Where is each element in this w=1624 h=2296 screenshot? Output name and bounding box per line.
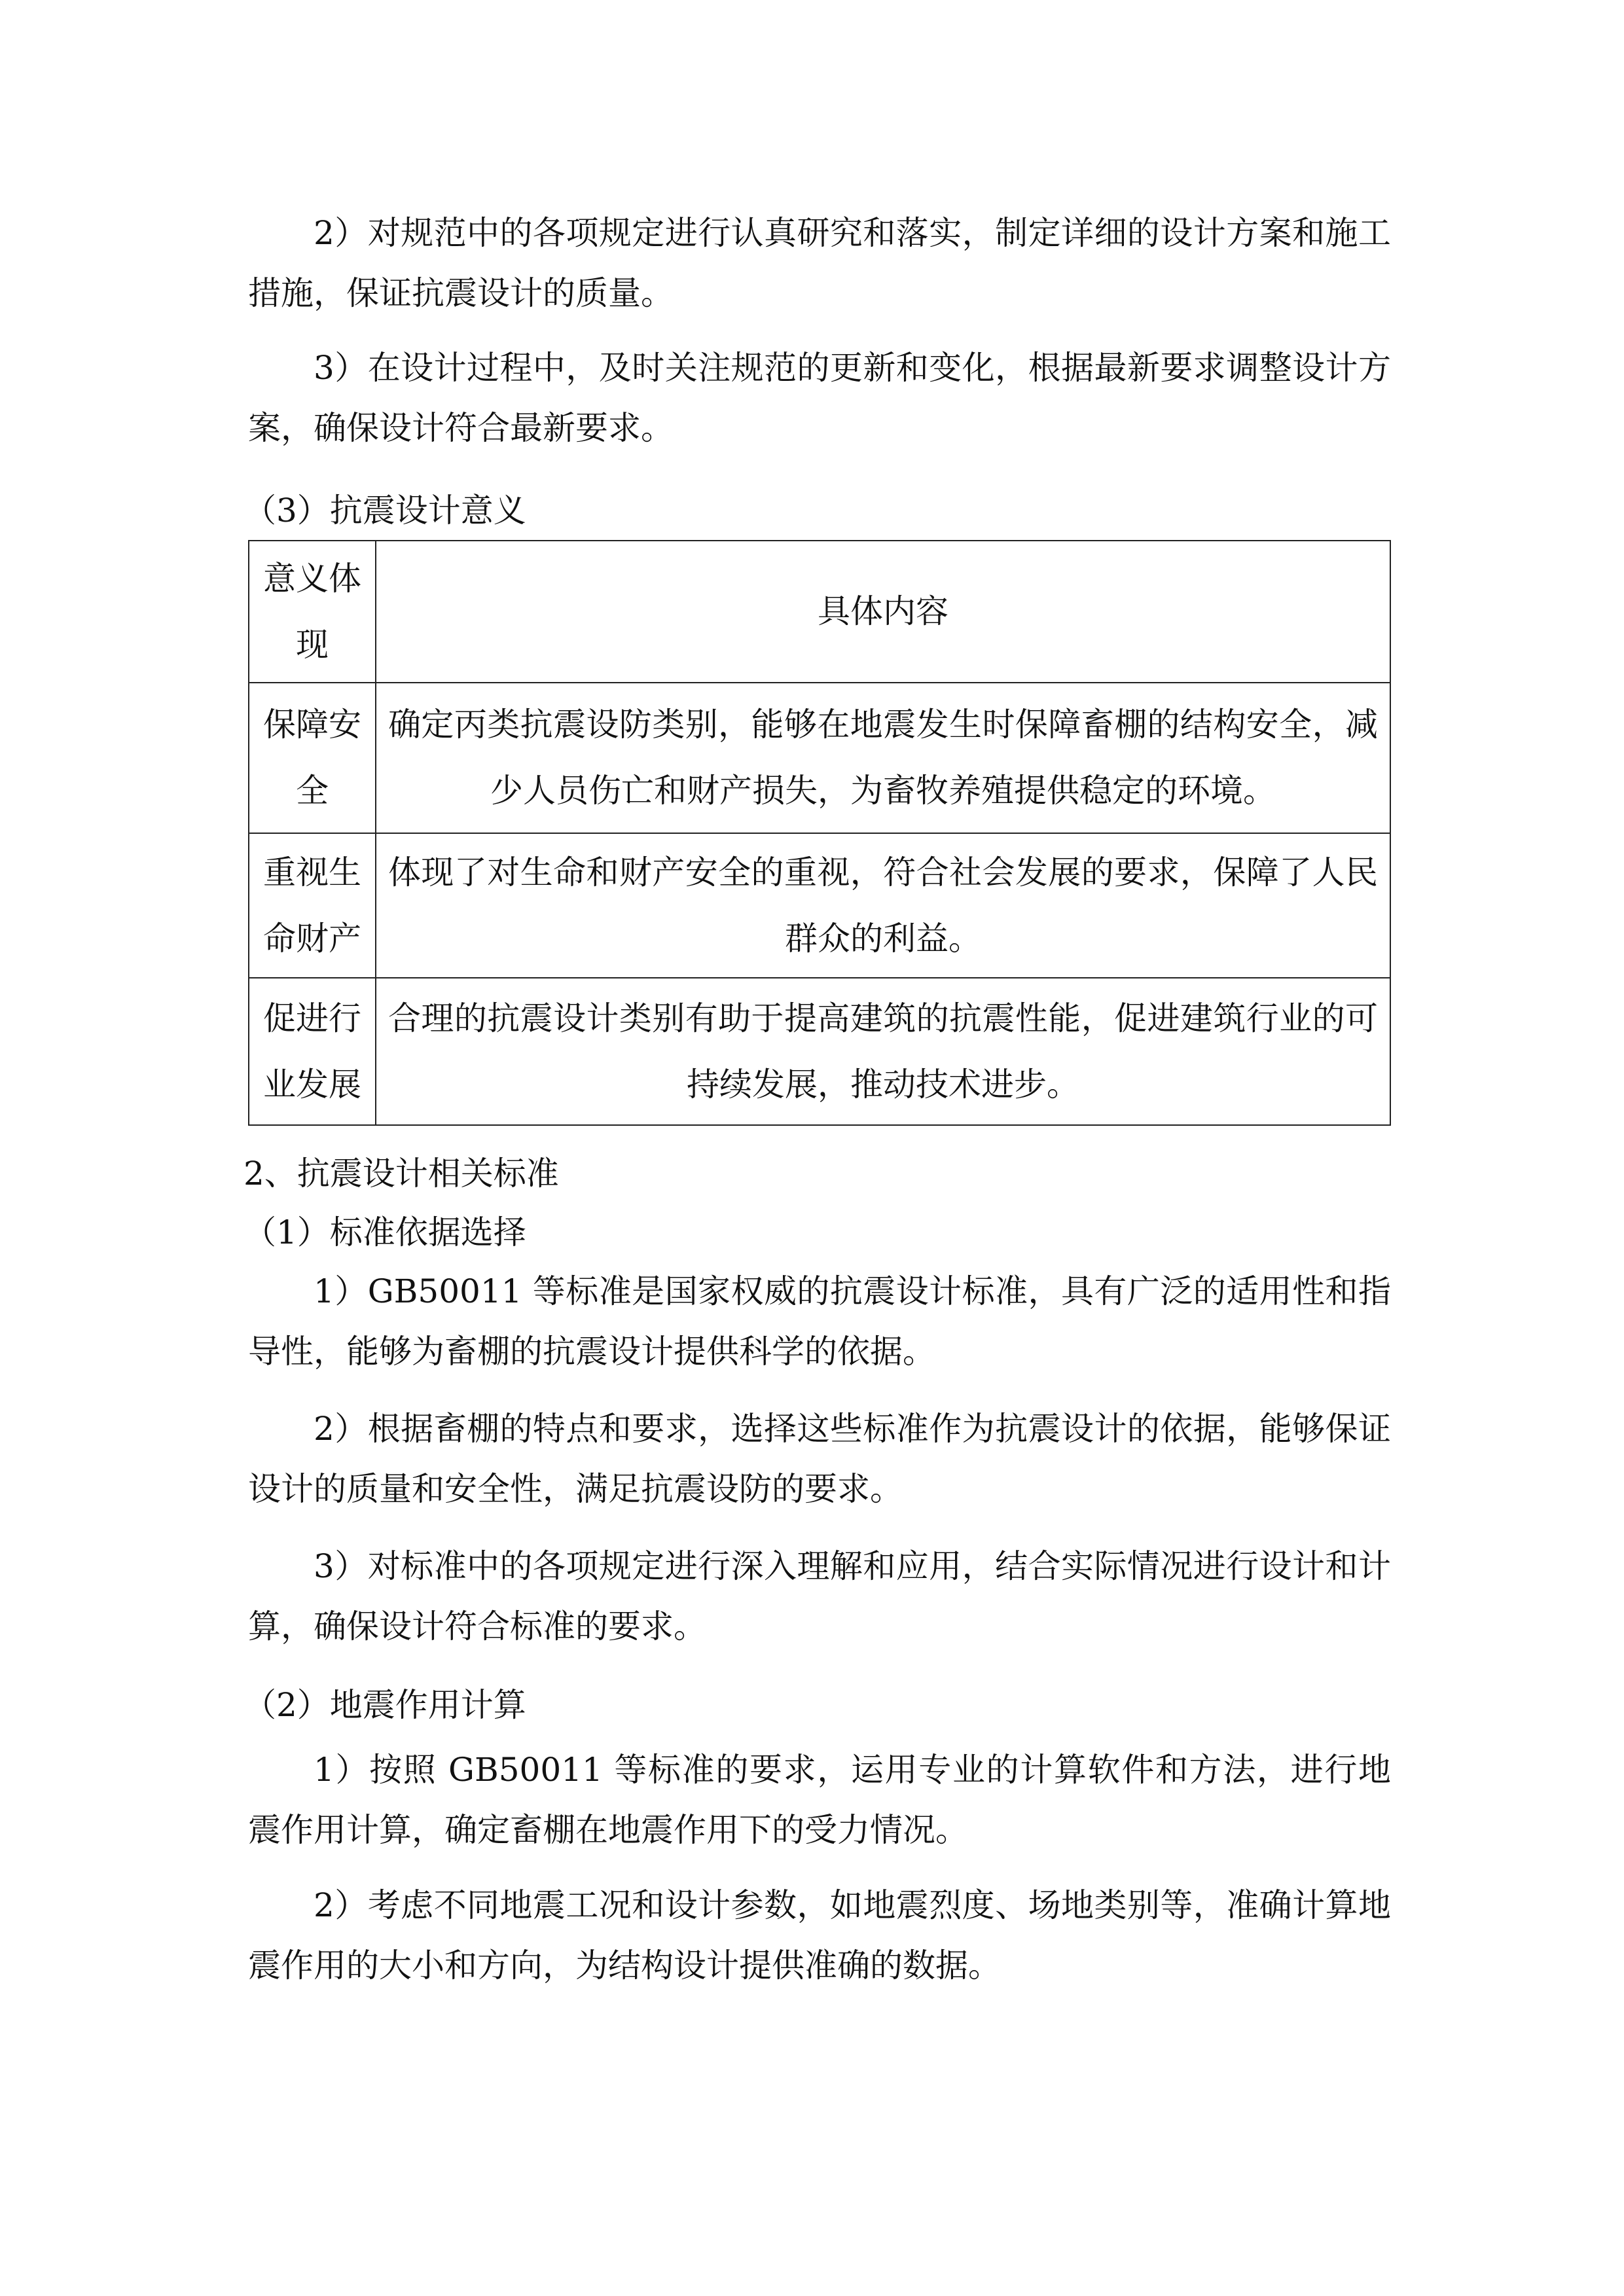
significance-table [248, 540, 1391, 1126]
table-header-row [249, 541, 1390, 683]
section-heading: 2、抗震设计相关标准 [244, 1155, 559, 1193]
paragraph: 1）按照 GB50011 等标准的要求，运用专业的计算软件和方法，进行地震作用计算，确定畜棚在地震作用下的受力情况。 [248, 1751, 1391, 1849]
table-row [249, 683, 1390, 833]
subheading: （2）地震作用计算 [244, 1686, 526, 1724]
subheading: （3）抗震设计意义 [244, 492, 526, 529]
paragraph: 3）对标准中的各项规定进行深入理解和应用，结合实际情况进行设计和计算，确保设计符合标准的要求。 [248, 1547, 1391, 1645]
table-row [249, 978, 1390, 1125]
paragraph: 2）对规范中的各项规定进行认真研究和落实，制定详细的设计方案和施工措施，保证抗震设计的质量。 [248, 214, 1391, 312]
paragraph: 2）考虑不同地震工况和设计参数，如地震烈度、场地类别等，准确计算地震作用的大小和方向，为结构设计提供准确的数据。 [248, 1886, 1391, 1984]
table-row [249, 833, 1390, 978]
table-cell: 确定丙类抗震设防类别，能够在地震发生时保障畜棚的结构安全，减少人员伤亡和财产损失，为畜牧养殖提供稳定的环境。 [376, 683, 1390, 833]
table-cell: 重视生命财产 [249, 833, 376, 978]
subheading: （1）标准依据选择 [244, 1213, 526, 1251]
table-cell: 促进行业发展 [249, 978, 376, 1125]
table-header-cell: 意义体现 [249, 541, 376, 683]
paragraph: 1）GB50011 等标准是国家权威的抗震设计标准，具有广泛的适用性和指导性，能够为畜棚的抗震设计提供科学的依据。 [248, 1272, 1391, 1371]
paragraph: 3）在设计过程中，及时关注规范的更新和变化，根据最新要求调整设计方案，确保设计符合最新要求。 [248, 349, 1391, 447]
paragraph: 2）根据畜棚的特点和要求，选择这些标准作为抗震设计的依据，能够保证设计的质量和安全性，满足抗震设防的要求。 [248, 1410, 1391, 1508]
table-cell: 体现了对生命和财产安全的重视，符合社会发展的要求，保障了人民群众的利益。 [376, 833, 1390, 978]
table-cell: 保障安全 [249, 683, 376, 833]
table-header-cell: 具体内容 [376, 541, 1390, 683]
table-cell: 合理的抗震设计类别有助于提高建筑的抗震性能，促进建筑行业的可持续发展，推动技术进步。 [376, 978, 1390, 1125]
